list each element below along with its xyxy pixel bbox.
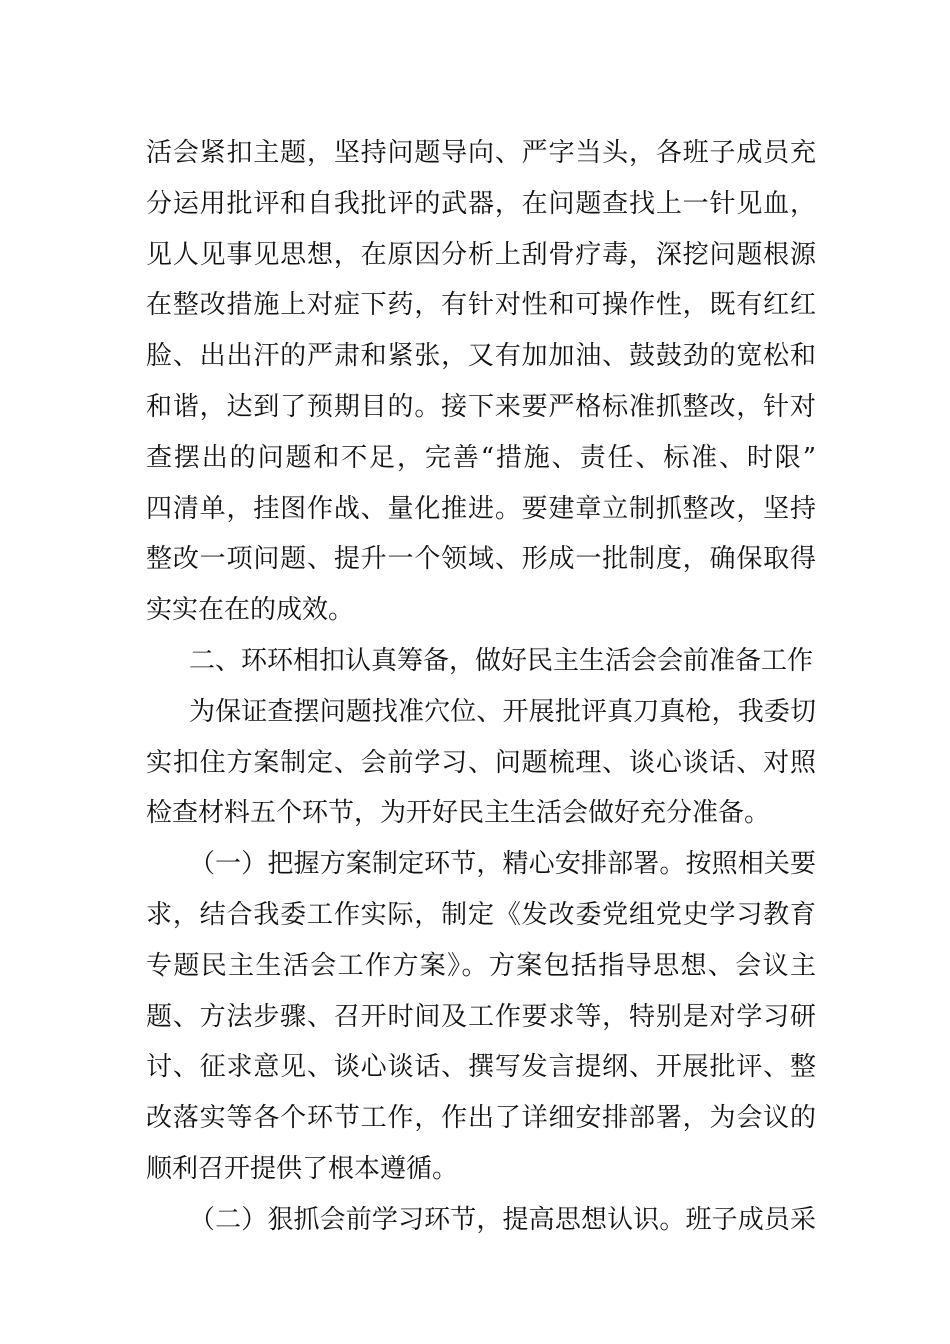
- text-line: 查摆出的问题和不足，完善“措施、责任、标准、时限”: [146, 442, 816, 473]
- text-line: 实扣住方案制定、会前学习、问题梳理、谈心谈话、对照: [146, 747, 816, 778]
- paragraph-first-line: 为保证查摆问题找准穴位、开展批评真刀真枪，我委切: [189, 696, 816, 727]
- section-heading: 二、环环相扣认真筹备，做好民主生活会会前准备工作: [189, 645, 814, 676]
- text-line: 和谐，达到了预期目的。接下来要严格标准抓整改，针对: [146, 391, 816, 422]
- subsection-first-line: （二）狠抓会前学习环节，提高思想认识。班子成员采: [189, 1204, 816, 1235]
- text-line: 整改一项问题、提升一个领域、形成一批制度，确保取得: [146, 544, 816, 575]
- text-line: 在整改措施上对症下药，有针对性和可操作性，既有红红: [146, 290, 816, 321]
- document-body: [146, 128, 816, 1246]
- text-line: 分运用批评和自我批评的武器，在问题查找上一针见血，: [146, 188, 816, 219]
- text-line: 专题民主生活会工作方案》。方案包括指导思想、会议主: [146, 950, 816, 981]
- text-line: 题、方法步骤、召开时间及工作要求等，特别是对学习研: [146, 1001, 816, 1032]
- text-line: 改落实等各个环节工作，作出了详细安排部署，为会议的: [146, 1103, 816, 1134]
- text-line: 讨、征求意见、谈心谈话、撰写发言提纲、开展批评、整: [146, 1052, 816, 1083]
- text-line: 脸、出出汗的严肃和紧张，又有加加油、鼓鼓劲的宽松和: [146, 341, 816, 372]
- text-line: 见人见事见思想，在原因分析上刮骨疗毒，深挖问题根源: [146, 239, 816, 270]
- text-line: 实实在在的成效。: [146, 595, 355, 626]
- text-line: 顺利召开提供了根本遵循。: [146, 1153, 459, 1184]
- text-line: 活会紧扣主题，坚持问题导向、严字当头，各班子成员充: [146, 138, 816, 168]
- text-line: 求，结合我委工作实际，制定《发改委党组党史学习教育: [146, 899, 816, 930]
- text-line: 四清单，挂图作战、量化推进。要建章立制抓整改，坚持: [146, 493, 816, 524]
- text-line: 检查材料五个环节，为开好民主生活会做好充分准备。: [146, 798, 771, 829]
- subsection-first-line: （一）把握方案制定环节，精心安排部署。按照相关要: [189, 849, 816, 880]
